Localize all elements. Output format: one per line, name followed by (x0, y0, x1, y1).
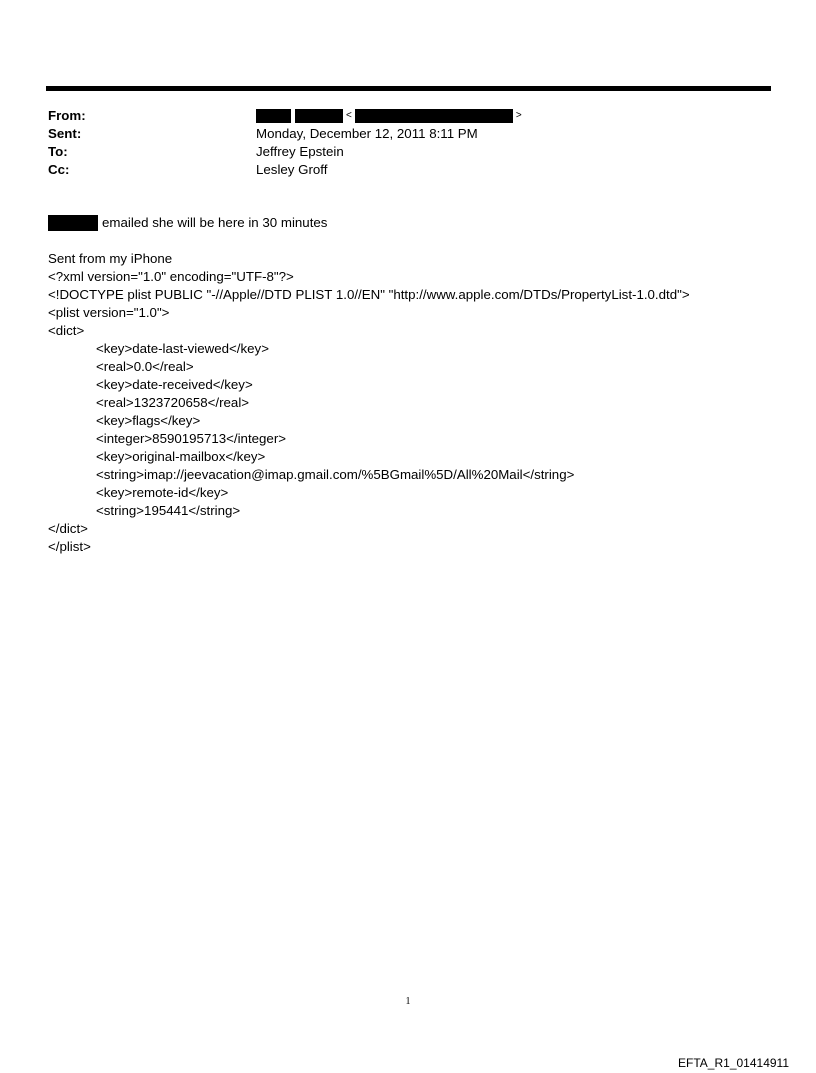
to-label: To: (48, 144, 68, 159)
to-value: Jeffrey Epstein (256, 144, 344, 159)
email-body (48, 214, 788, 556)
cc-label: Cc: (48, 162, 70, 177)
dict-line: <key>date-last-viewed</key> (96, 341, 269, 356)
sent-label: Sent: (48, 126, 82, 141)
sent-value: Monday, December 12, 2011 8:11 PM (256, 126, 478, 141)
plist-line: <!DOCTYPE plist PUBLIC "-//Apple//DTD PLIST 1.0//EN" "http://www.apple.com/DTDs/PropertyList-1.0.dtd"> (48, 287, 690, 302)
closing-line: </dict> (48, 521, 88, 536)
page-number: 1 (405, 996, 411, 1007)
dict-line: <key>flags</key> (96, 413, 201, 428)
dict-line: <real>1323720658</real> (96, 395, 250, 410)
email-header (48, 107, 748, 179)
dict-line: <key>remote-id</key> (96, 485, 229, 500)
plist-line: <dict> (48, 323, 85, 338)
dict-line: <key>date-received</key> (96, 377, 253, 392)
from-label: From: (48, 108, 86, 123)
redaction-box (256, 109, 291, 123)
redaction-box (355, 109, 513, 123)
message-text: emailed she will be here in 30 minutes (102, 215, 328, 230)
signature-line: Sent from my iPhone (48, 251, 173, 266)
sent-row (48, 125, 748, 143)
from-open-angle: < (346, 110, 352, 121)
header-rule (46, 86, 771, 91)
cc-row (48, 161, 748, 179)
plist-line: <plist version="1.0"> (48, 305, 170, 320)
from-value (256, 107, 525, 125)
dict-line: <integer>8590195713</integer> (96, 431, 287, 446)
message-line (48, 214, 788, 232)
closing-line: </plist> (48, 539, 91, 554)
from-close-angle: > (515, 110, 522, 121)
cc-value: Lesley Groff (256, 162, 328, 177)
dict-line: <real>0.0</real> (96, 359, 194, 374)
redaction-box (48, 215, 98, 231)
redaction-box (295, 109, 343, 123)
dict-line: <key>original-mailbox</key> (96, 449, 266, 464)
bates-number: EFTA_R1_01414911 (678, 1056, 789, 1070)
to-row (48, 143, 748, 161)
from-row (48, 107, 748, 125)
dict-line: <string>imap://jeevacation@imap.gmail.com/%5BGmail%5D/All%20Mail</string> (96, 467, 575, 482)
plist-line: <?xml version="1.0" encoding="UTF-8"?> (48, 269, 294, 284)
dict-line: <string>195441</string> (96, 503, 241, 518)
